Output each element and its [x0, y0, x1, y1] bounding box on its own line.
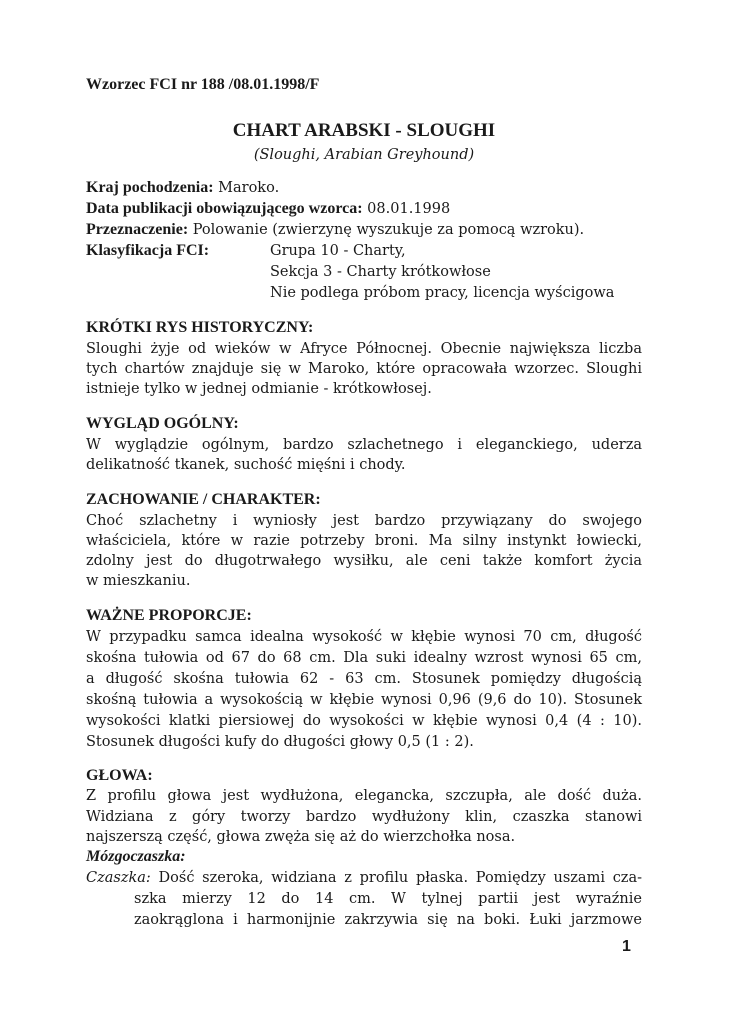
- paragraph-line: Widziana z góry tworzy bardzo wydłużony klin, czaszka stanowi: [86, 809, 642, 825]
- meta-klasyfikacja-label: Klasyfikacja FCI:: [86, 242, 210, 259]
- meta-klasyfikacja: [86, 241, 209, 261]
- paragraph-line: istnieje tylko w jednej odmianie - krótkowłosej.: [86, 381, 432, 397]
- paragraph-line: skośna tułowia od 67 do 68 cm. Dla suki idealny wzrost wynosi 65 cm,: [86, 650, 642, 666]
- page-title: CHART ARABSKI - SLOUGHI: [232, 120, 496, 141]
- paragraph-line: delikatność tkanek, suchość mięśni i chody.: [86, 457, 406, 473]
- paragraph-line: Sloughi żyje od wieków w Afryce Północnej. Obecnie największa liczba: [86, 341, 642, 357]
- meta-kraj: [86, 178, 279, 198]
- paragraph-line: szka mierzy 12 do 14 cm. W tylnej partii jest wyraźnie: [134, 891, 642, 907]
- meta-przeznaczenie: [86, 220, 584, 240]
- klasyfikacja-line: Grupa 10 - Charty,: [270, 243, 406, 259]
- meta-przeznaczenie-label: Przeznaczenie:: [86, 221, 189, 238]
- document-header: Wzorzec FCI nr 188 /08.01.1998/F: [86, 76, 320, 93]
- section-heading-head: GŁOWA:: [86, 767, 153, 784]
- page-number: 1: [622, 938, 631, 955]
- paragraph-line: W przypadku samca idealna wysokość w kłębie wynosi 70 cm, długość: [86, 629, 642, 645]
- paragraph-line: W wyglądzie ogólnym, bardzo szlachetnego i eleganckiego, uderza: [86, 437, 642, 453]
- paragraph-line: zaokrąglona i harmonijnie zakrzywia się na boki. Łuki jarzmowe: [134, 912, 642, 928]
- page-subtitle: (Sloughi, Arabian Greyhound): [253, 147, 475, 163]
- klasyfikacja-line: Sekcja 3 - Charty krótkowłose: [270, 264, 491, 280]
- section-heading-history: KRÓTKI RYS HISTORYCZNY:: [86, 319, 314, 336]
- klasyfikacja-line: Nie podlega próbom pracy, licencja wyścigowa: [270, 285, 615, 301]
- skull-label: Czaszka:: [86, 870, 151, 886]
- meta-kraj-value: Maroko.: [213, 180, 280, 196]
- paragraph-line: w mieszkaniu.: [86, 573, 191, 589]
- skull-text: Dość szeroka, widziana z profilu płaska. Pomiędzy uszami cza-: [150, 870, 642, 886]
- paragraph-line-skull: [86, 868, 642, 888]
- paragraph-line: skośną tułowia a wysokością w kłębie wynosi 0,96 (9,6 do 10). Stosunek: [86, 692, 642, 708]
- meta-data-value: 08.01.1998: [362, 201, 451, 217]
- paragraph-line: wysokości klatki piersiowej do wysokości w kłębie wynosi 0,4 (4 : 10).: [86, 713, 642, 729]
- section-heading-behaviour: ZACHOWANIE / CHARAKTER:: [86, 491, 321, 508]
- paragraph-line: właściciela, które w razie potrzeby broni. Ma silny instynkt łowiecki,: [86, 533, 642, 549]
- paragraph-line: Choć szlachetny i wyniosły jest bardzo przywiązany do swojego: [86, 513, 642, 529]
- paragraph-line: najszerszą część, głowa zwęża się aż do wierzchołka nosa.: [86, 829, 516, 845]
- paragraph-line: zdolny jest do długotrwałego wysiłku, ale ceni także komfort życia: [86, 553, 642, 569]
- section-heading-general-appearance: WYGLĄD OGÓLNY:: [86, 415, 239, 432]
- paragraph-line: Z profilu głowa jest wydłużona, elegancka, szczupła, ale dość duża.: [86, 788, 642, 804]
- meta-przeznaczenie-value: Polowanie (zwierzynę wyszukuje za pomocą wzroku).: [188, 222, 585, 238]
- paragraph-line: tych chartów znajduje się w Maroko, które opracowała wzorzec. Sloughi: [86, 361, 642, 377]
- section-heading-proportions: WAŻNE PROPORCJE:: [86, 607, 252, 624]
- meta-kraj-label: Kraj pochodzenia:: [86, 179, 214, 196]
- paragraph-line: a długość skośna tułowia 62 - 63 cm. Stosunek pomiędzy długością: [86, 671, 642, 687]
- meta-data-label: Data publikacji obowiązującego wzorca:: [86, 200, 363, 217]
- meta-data: [86, 199, 450, 219]
- paragraph-line: Stosunek długości kufy do długości głowy 0,5 (1 : 2).: [86, 734, 474, 750]
- subsection-heading-cranial-region: Mózgoczaszka:: [86, 848, 186, 865]
